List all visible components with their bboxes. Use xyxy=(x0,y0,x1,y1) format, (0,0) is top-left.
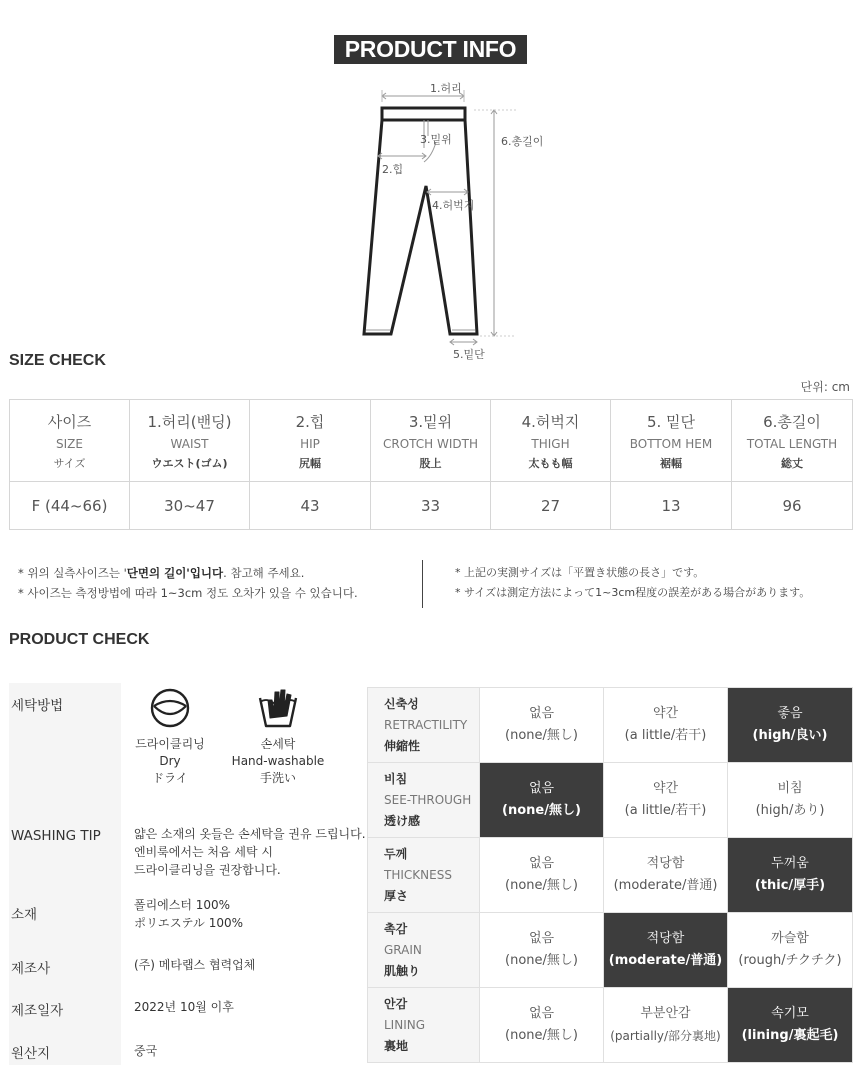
option-cell: 까슬함 (rough/チクチク) xyxy=(728,913,853,988)
option-cell: 없음 (none/無し) xyxy=(480,913,604,988)
label-hip: 2.힙 xyxy=(382,163,404,176)
size-cell: F (44~66) xyxy=(10,482,130,530)
size-check-title: SIZE CHECK xyxy=(9,352,106,369)
option-cell: 적당함 (moderate/普通) xyxy=(604,913,728,988)
option-cell: 없음 (none/無し) xyxy=(480,988,604,1063)
attribute-label-cell: 촉감 GRAIN 肌触り xyxy=(368,913,480,988)
table-row xyxy=(368,763,853,838)
note-ko-line2: * 사이즈는 측정방법에 따라 1~3cm 정도 오차가 있을 수 있습니다. xyxy=(18,586,358,600)
size-notes-jp xyxy=(455,563,810,603)
option-cell: 좋음 (high/良い) xyxy=(728,688,853,763)
table-row xyxy=(368,838,853,913)
size-cell: 43 xyxy=(250,482,371,530)
option-cell: 없음 (none/無し) xyxy=(480,763,604,838)
option-cell: 비침 (high/あり) xyxy=(728,763,853,838)
note-jp-line2: * サイズは測定方法によって1~3cm程度の誤差がある場合があります。 xyxy=(455,586,811,599)
origin-text: 중국 xyxy=(134,1044,158,1058)
size-table xyxy=(9,399,853,530)
size-table-header-row xyxy=(10,400,853,482)
table-row xyxy=(368,988,853,1063)
material-text: 폴리에스터 100% ポリエステル 100% xyxy=(134,898,244,930)
size-notes-ko xyxy=(18,563,358,603)
size-header-cell: 6.총길이 TOTAL LENGTH 総丈 xyxy=(732,400,853,482)
dry-clean-icon xyxy=(148,686,192,730)
date-label: 제조일자 xyxy=(11,1003,64,1019)
label-hem: 5.밑단 xyxy=(453,348,485,361)
option-cell: 없음 (none/無し) xyxy=(480,838,604,913)
option-cell: 적당함 (moderate/普通) xyxy=(604,838,728,913)
option-cell: 두꺼움 (thic/厚手) xyxy=(728,838,853,913)
size-header-cell: 5. 밑단 BOTTOM HEM 裾幅 xyxy=(611,400,732,482)
fabric-check-table xyxy=(367,687,853,1063)
table-row xyxy=(10,482,853,530)
size-header-cell: 사이즈 SIZE サイズ xyxy=(10,400,130,482)
label-length: 6.총길이 xyxy=(501,135,544,148)
product-check-title: PRODUCT CHECK xyxy=(9,631,150,648)
option-cell: 없음 (none/無し) xyxy=(480,688,604,763)
size-cell: 96 xyxy=(732,482,853,530)
label-crotch: 3.밑위 xyxy=(420,133,452,146)
pants-diagram-svg xyxy=(340,76,560,366)
maker-label: 제조사 xyxy=(11,961,51,977)
attribute-label-cell: 안감 LINING 裏地 xyxy=(368,988,480,1063)
material-label: 소재 xyxy=(11,907,38,923)
size-cell: 30~47 xyxy=(130,482,250,530)
washing-tip-label: WASHING TIP xyxy=(11,828,101,844)
note-jp-line1: * 上記の実測サイズは「平置き状態の長さ」です。 xyxy=(455,566,705,579)
size-header-cell: 4.허벅지 THIGH 太もも幅 xyxy=(491,400,611,482)
attribute-label-cell: 신축성 RETRACTILITY 伸縮性 xyxy=(368,688,480,763)
table-row xyxy=(368,913,853,988)
label-waist: 1.허리 xyxy=(430,82,462,95)
hand-wash-item: 손세탁 Hand-washable 手洗い xyxy=(226,686,330,787)
size-header-cell: 3.밑위 CROTCH WIDTH 股上 xyxy=(371,400,491,482)
attribute-label-cell: 비침 SEE-THROUGH 透け感 xyxy=(368,763,480,838)
dry-clean-item: 드라이클리닝 Dry ドライ xyxy=(130,686,210,787)
option-cell: 부분안감 (partially/部分裏地) xyxy=(604,988,728,1063)
product-info-title: PRODUCT INFO xyxy=(334,35,527,64)
hand-wash-icon xyxy=(256,686,300,730)
origin-label: 원산지 xyxy=(11,1046,51,1062)
wash-method-label: 세탁방법 xyxy=(11,698,64,714)
washing-tip-text: 얇은 소재의 옷들은 손세탁을 권유 드립니다. 엔비룩에서는 처음 세탁 시 드라이클리닝을 권장합니다. xyxy=(134,827,366,877)
size-cell: 33 xyxy=(371,482,491,530)
size-cell: 13 xyxy=(611,482,732,530)
maker-text: (주) 메타랩스 협력업체 xyxy=(134,958,256,972)
size-header-cell: 1.허리(밴딩) WAIST ウエスト(ゴム) xyxy=(130,400,250,482)
date-text: 2022년 10월 이후 xyxy=(134,1000,234,1014)
notes-divider xyxy=(422,560,423,608)
unit-label: 단위: cm xyxy=(800,380,850,394)
size-cell: 27 xyxy=(491,482,611,530)
table-row xyxy=(368,688,853,763)
option-cell: 속기모 (lining/裏起毛) xyxy=(728,988,853,1063)
pants-measurement-diagram xyxy=(340,76,560,366)
attribute-label-cell: 두께 THICKNESS 厚さ xyxy=(368,838,480,913)
label-thigh: 4.허벅지 xyxy=(432,199,475,212)
note-ko-line1: * 위의 실측사이즈는 '단면의 길이'입니다. 참고해 주세요. xyxy=(18,566,305,580)
option-cell: 약간 (a little/若干) xyxy=(604,763,728,838)
option-cell: 약간 (a little/若干) xyxy=(604,688,728,763)
size-header-cell: 2.힙 HIP 尻幅 xyxy=(250,400,371,482)
